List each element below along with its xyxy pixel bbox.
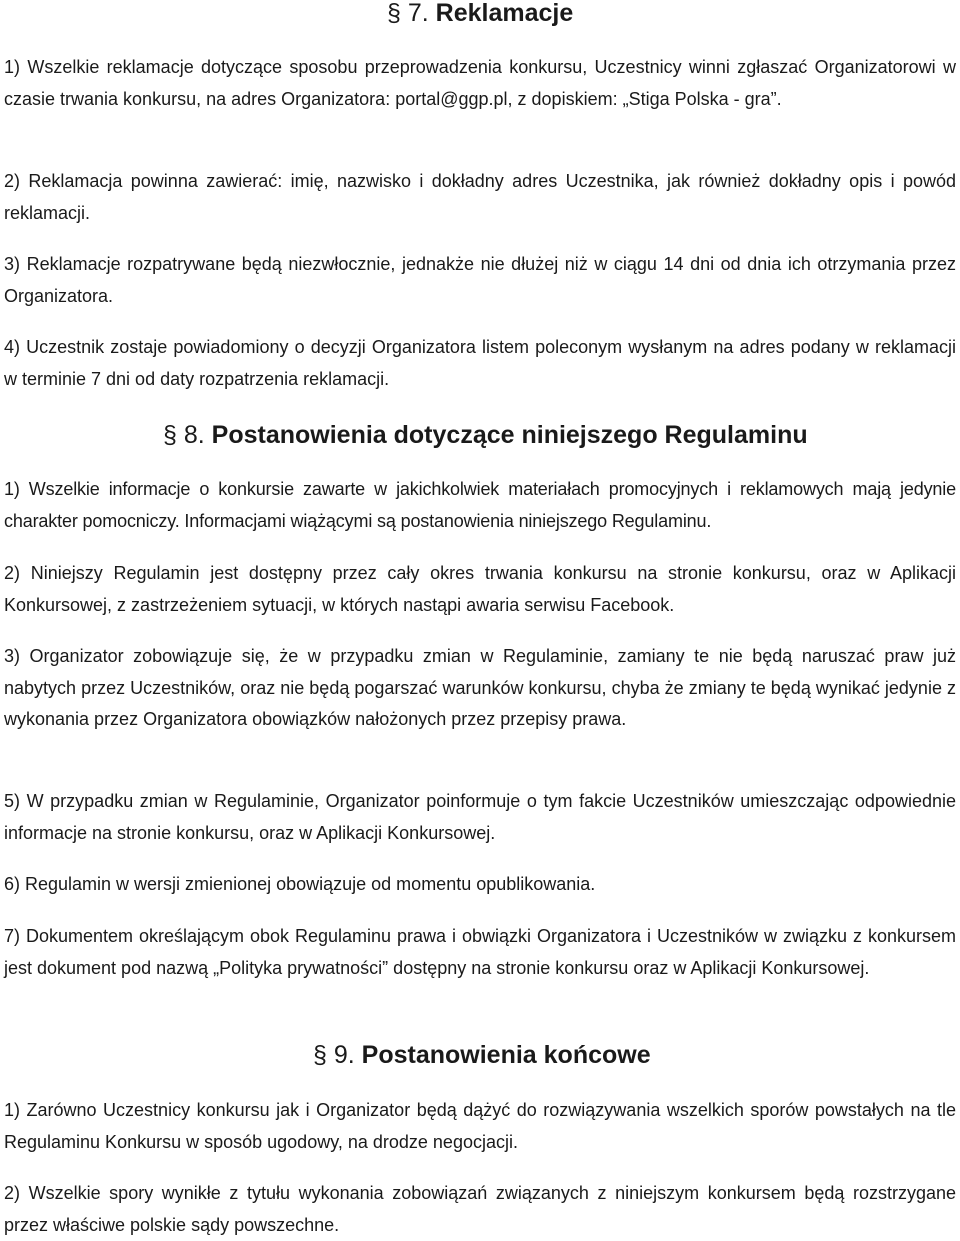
section-8-paragraph-7: 7) Dokumentem określającym obok Regulaminu prawa i obwiązki Organizatora i Uczestników w związku z konkursem jest dokument pod nazwą „Polityka prywatności” dostępny na stronie konkursu oraz w Aplikacji Konkursowej.: [4, 926, 956, 978]
section-7-paragraph-1: 1) Wszelkie reklamacje dotyczące sposobu przeprowadzenia konkursu, Uczestnicy winni zgłaszać Organizatorowi w czasie trwania konkursu, na adres Organizatora: portal@ggp.pl, z dopiskiem: „Stiga Polska - gra”.: [4, 57, 956, 109]
section-7-paragraph-3: 3) Reklamacje rozpatrywane będą niezwłocznie, jednakże nie dłużej niż w ciągu 14 dni od dnia ich otrzymania przez Organizatora.: [4, 254, 956, 306]
section-7-paragraph-4: 4) Uczestnik zostaje powiadomiony o decyzji Organizatora listem poleconym wysłanym na adres podany w reklamacji w terminie 7 dni od daty rozpatrzenia reklamacji.: [4, 337, 956, 389]
section-9-paragraph-2: 2) Wszelkie spory wynikłe z tytułu wykonania zobowiązań związanych z niniejszym konkursem będą rozstrzygane przez właściwe polskie sądy powszechne.: [4, 1183, 956, 1235]
section-7-paragraph-2: 2) Reklamacja powinna zawierać: imię, nazwisko i dokładny adres Uczestnika, jak również dokładny opis i powód reklamacji.: [4, 171, 956, 223]
section-8-paragraph-1: 1) Wszelkie informacje o konkursie zawarte w jakichkolwiek materiałach promocyjnych i reklamowych mają jedynie charakter pomocniczy. Informacjami wiążącymi są postanowienia niniejszego Regulaminu.: [4, 479, 956, 531]
section-9-heading: [313, 1040, 651, 1070]
section-8-paragraph-6: 6) Regulamin w wersji zmienionej obowiązuje od momentu opublikowania.: [4, 874, 596, 894]
section-7-heading: [387, 0, 573, 28]
section-8-paragraph-5: 5) W przypadku zmian w Regulaminie, Organizator poinformuje o tym fakcie Uczestników umieszczając odpowiednie informacje na stronie konkursu, oraz w Aplikacji Konkursowej.: [4, 791, 956, 843]
section-9-number: § 9.: [313, 1041, 355, 1069]
section-8-title: Postanowienia dotyczące niniejszego Regulaminu: [211, 421, 808, 449]
section-9-title: Postanowienia końcowe: [361, 1041, 651, 1069]
section-8-number: § 8.: [163, 421, 205, 449]
section-7-title: Reklamacje: [435, 0, 574, 27]
section-8-paragraph-3: 3) Organizator zobowiązuje się, że w przypadku zmian w Regulaminie, zamiany te nie będą naruszać praw już nabytych przez Uczestników, oraz nie będą pogarszać warunków konkursu, chyba że zmiany te będą wynikać jedynie z wykonania przez Organizatora obowiązków nałożonych przez przepisy prawa.: [4, 646, 956, 729]
section-7-number: § 7.: [387, 0, 429, 27]
section-8-heading: [163, 420, 808, 450]
section-9-paragraph-1: 1) Zarówno Uczestnicy konkursu jak i Organizator będą dążyć do rozwiązywania wszelkich sporów powstałych na tle Regulaminu Konkursu w sposób ugodowy, na drodze negocjacji.: [4, 1100, 956, 1152]
section-8-paragraph-2: 2) Niniejszy Regulamin jest dostępny przez cały okres trwania konkursu na stronie konkursu, oraz w Aplikacji Konkursowej, z zastrzeżeniem sytuacji, w których nastąpi awaria serwisu Facebook.: [4, 563, 956, 615]
